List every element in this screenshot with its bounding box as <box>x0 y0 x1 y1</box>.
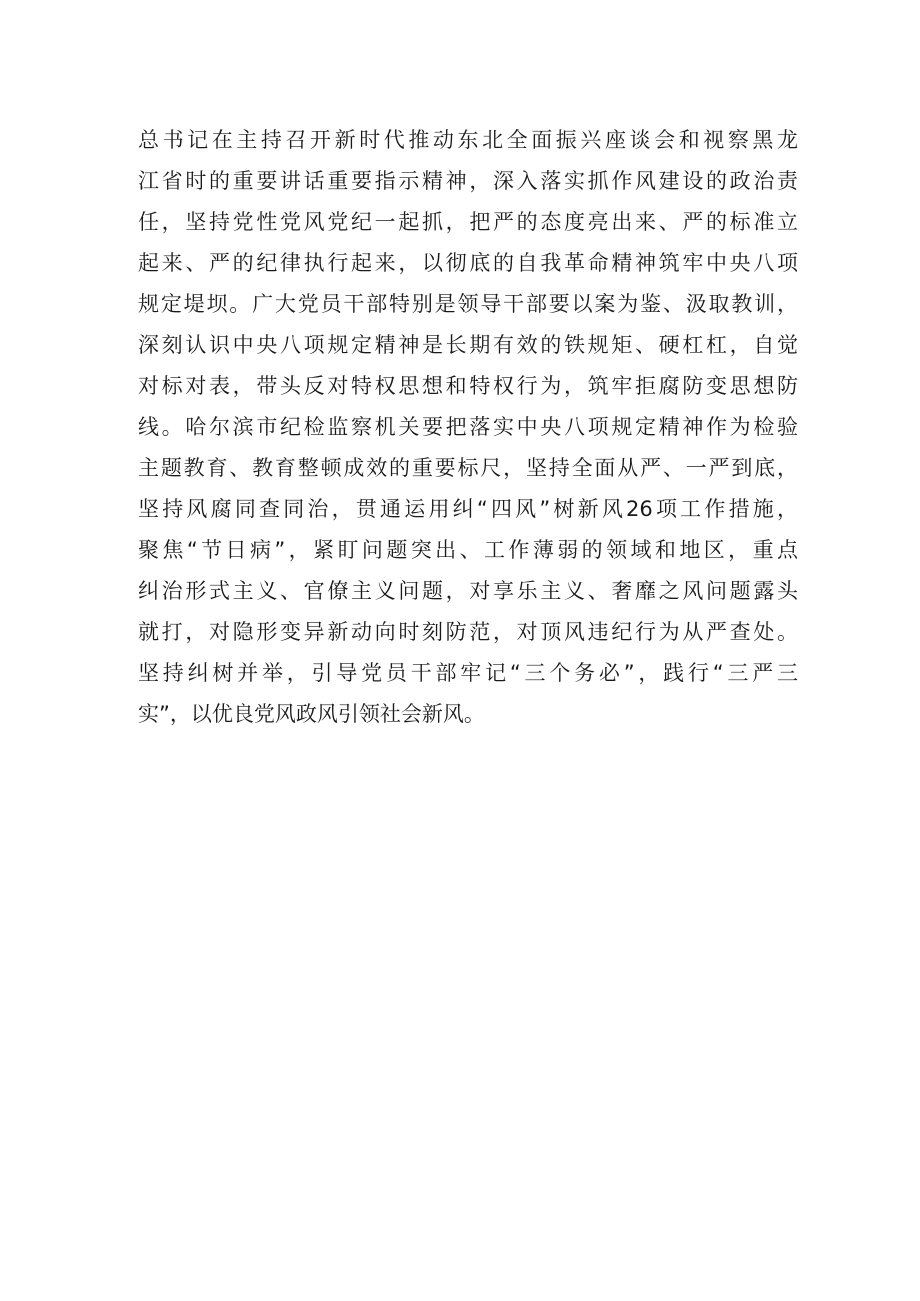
paragraph-line: 纠治形式主义、官僚主义问题，对享乐主义、奢靡之风问题露头 <box>138 579 798 603</box>
paragraph-line: 江省时的重要讲话重要指示精神，深入落实抓作风建设的政治责 <box>138 169 798 193</box>
paragraph-line: 深刻认识中央八项规定精神是长期有效的铁规矩、硬杠杠，自觉 <box>138 333 798 357</box>
paragraph-line: 实”，以优良党风政风引领社会新风。 <box>138 702 485 726</box>
paragraph-line: 坚持纠树并举，引导党员干部牢记“三个务必”，践行“三严三 <box>138 661 798 685</box>
paragraph-line: 主题教育、教育整顿成效的重要标尺，坚持全面从严、一严到底， <box>138 456 798 480</box>
paragraph-line: 聚焦“节日病”，紧盯问题突出、工作薄弱的领域和地区，重点 <box>138 538 798 562</box>
body-paragraph <box>138 120 798 735</box>
paragraph-line: 任，坚持党性党风党纪一起抓，把严的态度亮出来、严的标准立 <box>138 210 798 234</box>
paragraph-line: 就打，对隐形变异新动向时刻防范，对顶风违纪行为从严查处。 <box>138 620 798 644</box>
paragraph-line: 线。哈尔滨市纪检监察机关要把落实中央八项规定精神作为检验 <box>138 415 798 439</box>
paragraph-line: 坚持风腐同查同治，贯通运用纠“四风”树新风26项工作措施， <box>138 497 798 521</box>
paragraph-line: 总书记在主持召开新时代推动东北全面振兴座谈会和视察黑龙 <box>138 128 798 152</box>
paragraph-line: 起来、严的纪律执行起来，以彻底的自我革命精神筑牢中央八项 <box>138 251 798 275</box>
paragraph-line: 规定堤坝。广大党员干部特别是领导干部要以案为鉴、汲取教训， <box>138 292 798 316</box>
paragraph-line: 对标对表，带头反对特权思想和特权行为，筑牢拒腐防变思想防 <box>138 374 798 398</box>
